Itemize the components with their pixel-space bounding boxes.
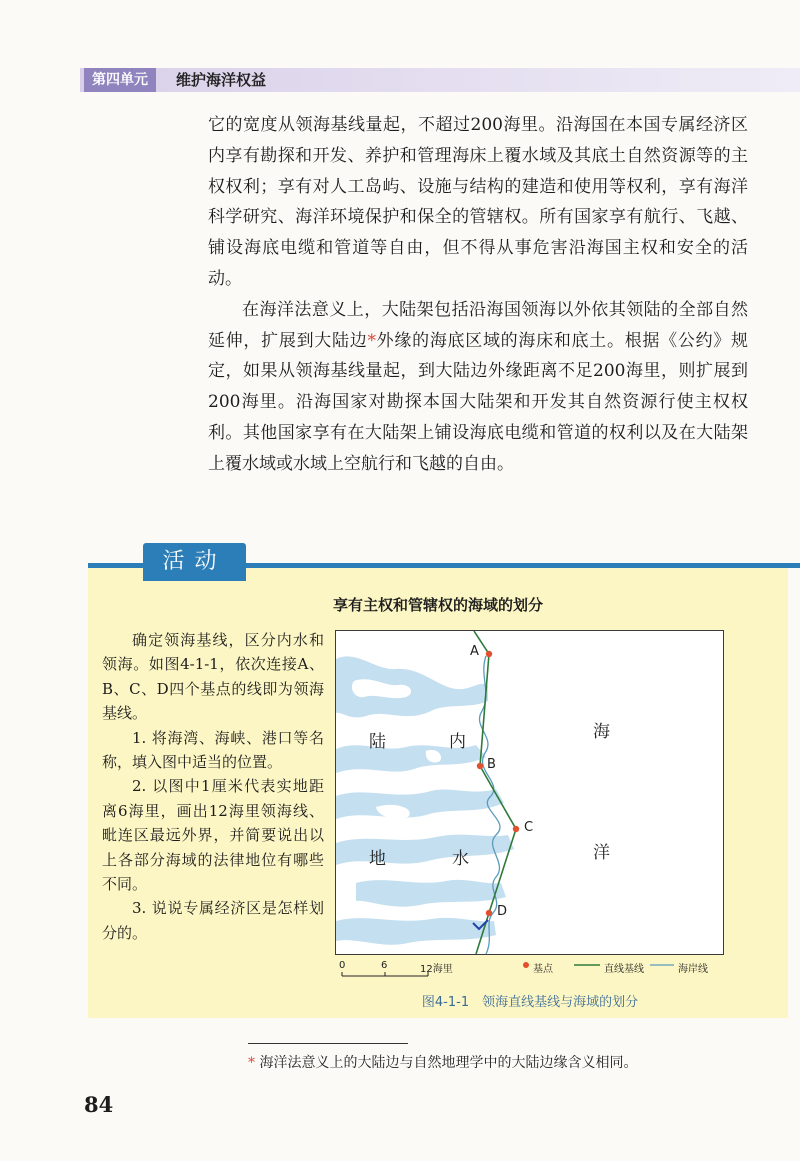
map-graphic <box>336 631 723 954</box>
map-label-sea-2: 洋 <box>593 843 610 863</box>
activity-task-2: 2. 以图中1厘米代表实地距离6海里，画出12海里领海线、毗连区最远外界，并简要说出以上各部分海域的法律地位有哪些不同。 <box>102 777 324 894</box>
map-label-land-2: 地 <box>369 849 386 869</box>
scale-tick-6: 6 <box>381 960 388 971</box>
map-label-land-1: 陆 <box>369 732 386 752</box>
scale-tick-0: 0 <box>339 960 346 971</box>
legend-coastline: 海岸线 <box>678 964 708 975</box>
point-label-c: C <box>524 820 534 835</box>
legend-basepoint: 基点 <box>533 964 553 975</box>
map-label-inland-2: 水 <box>452 849 469 869</box>
basepoint-c <box>513 826 519 832</box>
point-label-b: B <box>487 757 496 772</box>
footnote-rule <box>248 1043 408 1044</box>
basepoint-d <box>486 910 492 916</box>
footnote-star: * <box>248 1055 255 1071</box>
unit-tag: 第四单元 <box>84 68 156 92</box>
body-text <box>208 110 748 480</box>
activity-paragraph-1: 确定领海基线，区分内水和领海。如图4-1-1，依次连接A、B、C、D四个基点的线即为领海基线。 <box>102 631 324 723</box>
scale-tick-12: 12海里 <box>420 964 453 975</box>
legend-baseline: 直线基线 <box>604 964 644 975</box>
activity-title: 享有主权和管辖权的海域的划分 <box>332 596 543 614</box>
map-label-inland-1: 内 <box>449 732 466 752</box>
activity-instructions <box>102 628 324 945</box>
activity-task-1: 1. 将海湾、海峡、港口等名称，填入图中适当的位置。 <box>102 728 324 772</box>
legend-graphic <box>338 958 722 984</box>
map-label-sea-1: 海 <box>593 722 610 742</box>
unit-title: 维护海洋权益 <box>176 71 267 89</box>
basepoint-a <box>486 651 492 657</box>
figure-caption: 图4-1-1 领海直线基线与海域的划分 <box>421 995 639 1010</box>
activity-tab: 活动 <box>143 543 246 581</box>
body-paragraph-1: 它的宽度从领海基线量起，不超过200海里。沿海国在本国专属经济区内享有勘探和开发、养护和管理海床上覆水域及其底土自然资源等的主权权利；享有对人工岛屿、设施与结构的建造和使用等权利，享有海洋科学研究、海洋环境保护和保全的管辖权。所有国家享有航行、飞越、铺设海底电缆和管道等自由，但不得从事危害沿海国主权和安全的活动。 <box>208 115 748 289</box>
body-paragraph-2 <box>208 295 748 480</box>
baseline-map <box>335 630 724 955</box>
activity-task-3: 3. 说说专属经济区是怎样划分的。 <box>102 899 324 942</box>
footnote-marker: * <box>367 330 376 351</box>
point-label-d: D <box>497 904 508 919</box>
footnote <box>248 1052 637 1072</box>
page-number: 84 <box>84 1092 114 1117</box>
footnote-text: 海洋法意义上的大陆边与自然地理学中的大陆边缘含义相同。 <box>259 1055 638 1071</box>
map-legend <box>338 958 722 984</box>
body-paragraph-2-part-1: 在海洋法意义上，大陆架包括沿海国领海以外依其领陆的全部自然延伸，扩展到大陆边 <box>208 299 748 351</box>
body-paragraph-2-part-2: 外缘的海底区域的海床和底土。根据《公约》规定，如果从领海基线量起，到大陆边外缘距离不足200海里，则扩展到200海里。沿海国家对勘探本国大陆架和开发其自然资源行使主权权利。其他国家享有在大陆架上铺设海底电缆和管道的权利以及在大陆架上覆水域或水域上空航行和飞越的自由。 <box>208 330 749 474</box>
point-label-a: A <box>470 644 479 659</box>
basepoint-b <box>477 763 483 769</box>
